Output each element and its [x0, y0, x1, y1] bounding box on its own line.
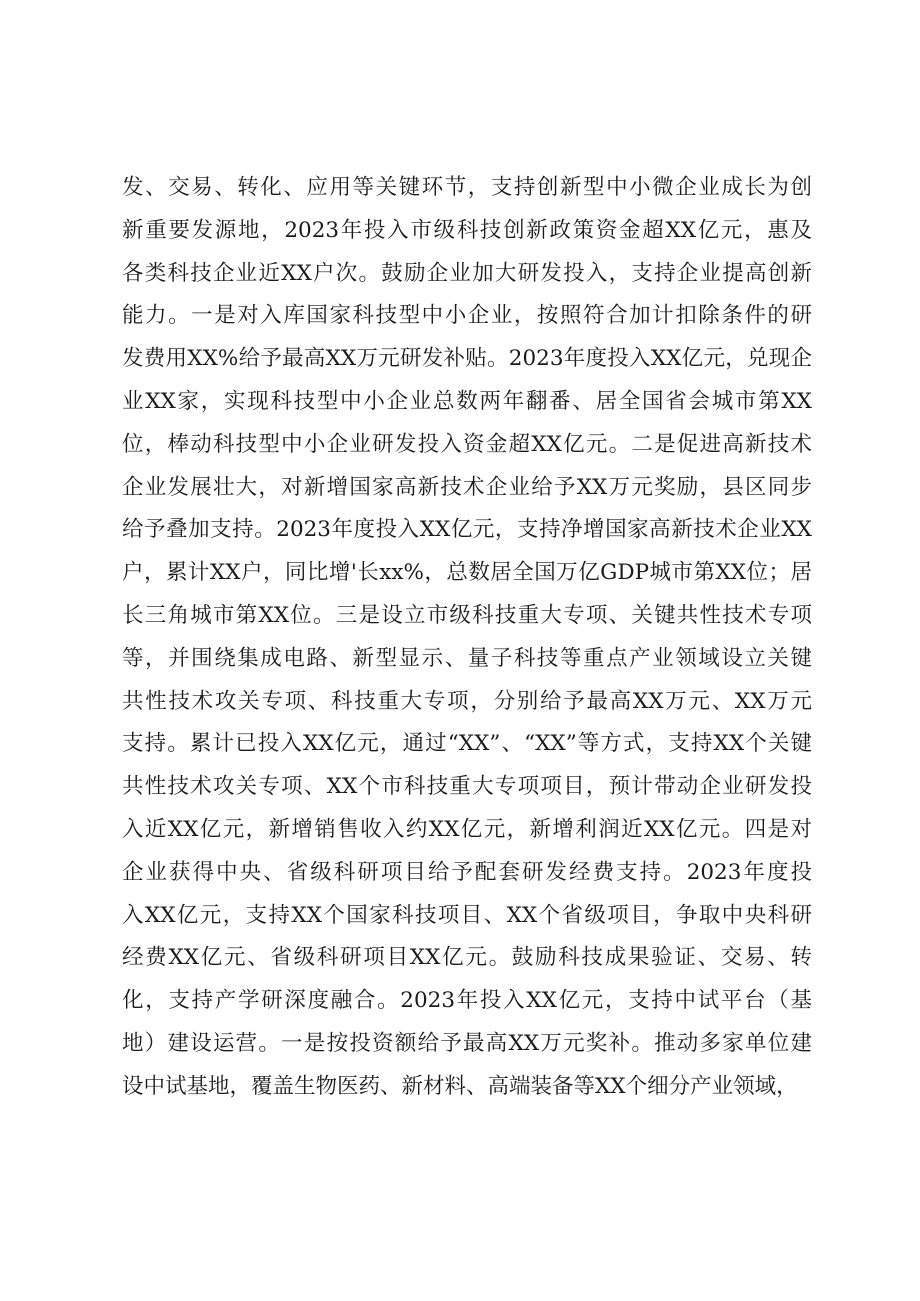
- text-line: 支持。累计已投入XX亿元，通过“XX”、“XX”等方式，支持XX个关键: [122, 731, 812, 757]
- text-line: 给予叠加支持。2023年度投入XX亿元，支持净增国家高新技术企业XX: [122, 517, 812, 543]
- text-line: 发费用XX%给予最高XX万元研发补贴。2023年度投入XX亿元，兑现企: [122, 346, 812, 372]
- text-line: 新重要发源地，2023年投入市级科技创新政策资金超XX亿元，惠及: [122, 217, 812, 243]
- text-line: 位，棒动科技型中小企业研发投入资金超XX亿元。二是促进高新技术: [122, 431, 812, 457]
- text-line: 能力。一是对入库国家科技型中小企业，按照符合加计扣除条件的研: [122, 303, 812, 329]
- text-line: 各类科技企业近XX户次。鼓励企业加大研发投入，支持企业提高创新: [122, 260, 812, 286]
- text-line: 设中试基地，覆盖生物医药、新材料、高端装备等XX个细分产业领域，: [122, 1073, 798, 1099]
- text-line: 共性技术攻关专项、XX个市科技重大专项项目，预计带动企业研发投: [122, 774, 812, 800]
- text-line: 地）建设运营。一是按投资额给予最高XX万元奖补。推动多家单位建: [122, 1030, 812, 1056]
- text-line: 企业发展壮大，对新增国家高新技术企业给予XX万元奖励，县区同步: [122, 474, 812, 500]
- text-line: 共性技术攻关专项、科技重大专项，分别给予最高XX万元、XX万元: [122, 688, 812, 714]
- text-line: 长三角城市第XX位。三是设立市级科技重大专项、关键共性技术专项: [122, 602, 812, 628]
- text-line: 发、交易、转化、应用等关键环节，支持创新型中小微企业成长为创: [122, 175, 812, 200]
- text-line: 入近XX亿元，新增销售收入约XX亿元，新增利润近XX亿元。四是对: [122, 816, 812, 842]
- text-line: 化，支持产学研深度融合。2023年投入XX亿元，支持中试平台（基: [122, 988, 812, 1014]
- text-line: 户，累计XX户，同比增'长xx%，总数居全国万亿GDP城市第XX位；居: [122, 560, 812, 586]
- text-line: 经费XX亿元、省级科研项目XX亿元。鼓励科技成果验证、交易、转: [122, 945, 812, 971]
- text-line: 等，并围绕集成电路、新型显示、量子科技等重点产业领域设立关键: [122, 645, 812, 671]
- text-line: 入XX亿元，支持XX个国家科技项目、XX个省级项目，争取中央科研: [122, 902, 812, 928]
- body-paragraph: [122, 167, 812, 1109]
- text-line: 企业获得中央、省级科研项目给予配套研发经费支持。2023年度投: [122, 859, 812, 885]
- text-line: 业XX家，实现科技型中小企业总数两年翻番、居全国省会城市第XX: [122, 388, 812, 414]
